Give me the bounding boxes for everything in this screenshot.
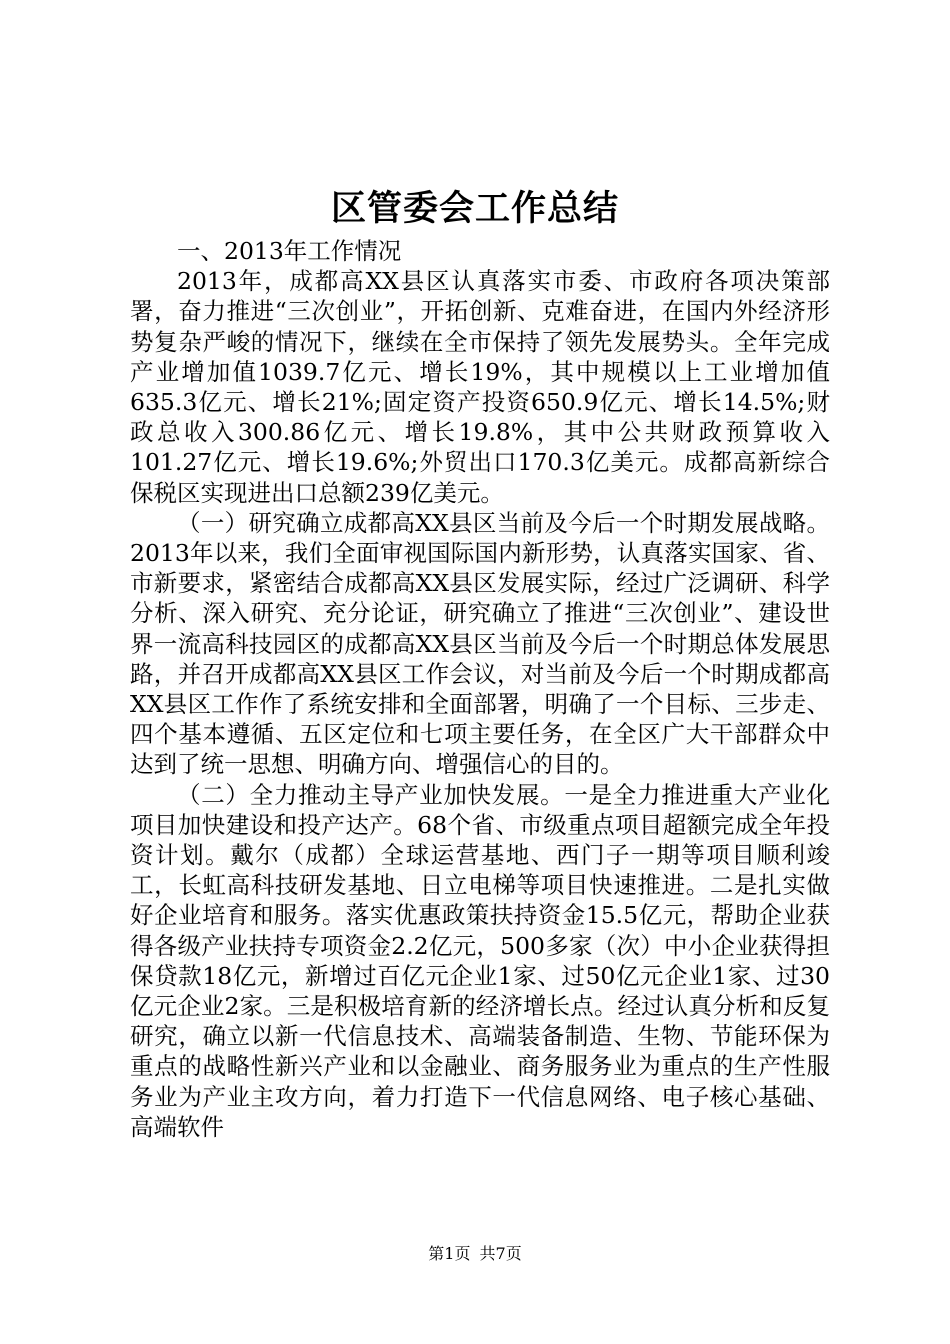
page-total: 共7页 (479, 1244, 522, 1263)
page-number: 第1页 (428, 1244, 471, 1263)
page-footer (0, 1243, 950, 1265)
section-heading: 一、2013年工作情况 (177, 237, 402, 265)
document-title: 区管委会工作总结 (330, 188, 619, 229)
body-paragraph: 2013年，成都高XX县区认真落实市委、市政府各项决策部署，奋力推进“三次创业”，开拓创新、克难奋进，在国内外经济形势复杂严峻的情况下，继续在全市保持了领先发展势头。全年完成产业增加值1039.7亿元、增长19%，其中规模以上工业增加值635.3亿元、增长21%;固定资产投资650.9亿元、增长14.5%;财政总收入300.86亿元、增长19.8%，其中公共财政预算收入101.27亿元、增长19.6%;外贸出口170.3亿美元。成都高新综合保税区实现进出口总额239亿美元。 (130, 267, 830, 507)
document-body (130, 236, 830, 1142)
body-paragraph: （二）全力推动主导产业加快发展。一是全力推进重大产业化项目加快建设和投产达产。68个省、市级重点项目超额完成全年投资计划。戴尔（成都）全球运营基地、西门子一期等项目顺利竣工，长虹高科技研发基地、日立电梯等项目快速推进。二是扎实做好企业培育和服务。落实优惠政策扶持资金15.5亿元，帮助企业获得各级产业扶持专项资金2.2亿元，500多家（次）中小企业获得担保贷款18亿元，新增过百亿元企业1家、过50亿元企业1家、过30亿元企业2家。三是积极培育新的经济增长点。经过认真分析和反复研究，确立以新一代信息技术、高端装备制造、生物、节能环保为重点的战略性新兴产业和以金融业、商务服务业为重点的生产性服务业为产业主攻方向，着力打造下一代信息网络、电子核心基础、高端软件 (130, 780, 830, 1141)
body-paragraph: （一）研究确立成都高XX县区当前及今后一个时期发展战略。2013年以来，我们全面审视国际国内新形势，认真落实国家、省、市新要求，紧密结合成都高XX县区发展实际，经过广泛调研、科学分析、深入研究、充分论证，研究确立了推进“三次创业”、建设世界一流高科技园区的成都高XX县区当前及今后一个时期总体发展思路，并召开成都高XX县区工作会议，对当前及今后一个时期成都高XX县区工作作了系统安排和全面部署，明确了一个目标、三步走、四个基本遵循、五区定位和七项主要任务，在全区广大干部群众中达到了统一思想、明确方向、增强信心的目的。 (130, 508, 830, 779)
